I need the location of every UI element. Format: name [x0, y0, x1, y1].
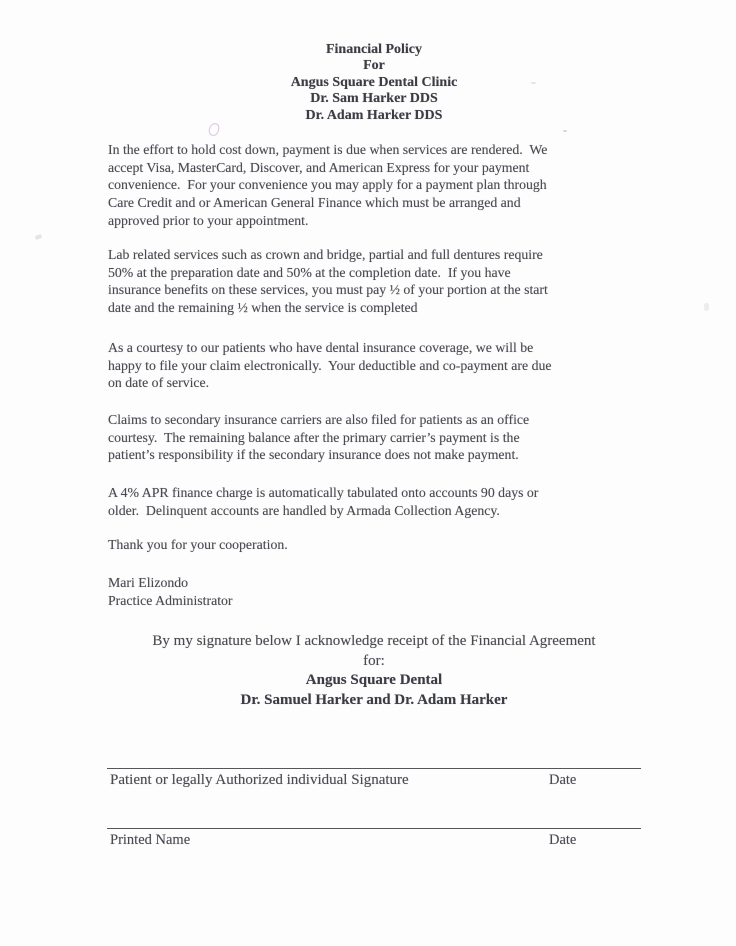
- clinic-name: Angus Square Dental Clinic: [290, 74, 458, 90]
- text-line: accept Visa, MasterCard, Discover, and American Express for your payment: [108, 159, 530, 175]
- doctor-name-2: Dr. Adam Harker DDS: [305, 107, 443, 123]
- scan-speck: [563, 130, 567, 132]
- text-line: patient’s responsibility if the secondary insurance does not make payment.: [108, 447, 519, 463]
- text-line: 50% at the preparation date and 50% at the completion date. If you have: [108, 264, 511, 280]
- signature-line: [107, 768, 641, 769]
- paragraph-finance-charge: [108, 484, 660, 519]
- closing-line: [108, 536, 660, 554]
- text-line: convenience. For your convenience you may apply for a payment plan through: [108, 177, 547, 193]
- text-line: date and the remaining ½ when the service is completed: [108, 300, 418, 316]
- scan-speck: [704, 303, 709, 311]
- administrator-title: Practice Administrator: [108, 592, 233, 608]
- doctor-name-1: Dr. Sam Harker DDS: [310, 91, 438, 107]
- text-line: Care Credit and or American General Finance which must be arranged and: [108, 195, 521, 211]
- date-label: Date: [549, 772, 577, 788]
- text-line: happy to file your claim electronically. Your deductible and co-payment are due: [108, 357, 552, 373]
- printed-name-line: [107, 828, 641, 829]
- date-label: Date: [549, 832, 577, 848]
- signoff-block: [108, 574, 660, 609]
- text-line: In the effort to hold cost down, payment is due when services are rendered. We: [108, 142, 548, 157]
- document-title-block: [108, 42, 640, 124]
- title-line-for: For: [363, 58, 385, 74]
- text-line: As a courtesy to our patients who have dental insurance coverage, we will be: [108, 340, 534, 355]
- text-line: older. Delinquent accounts are handled by Armada Collection Agency.: [108, 502, 500, 518]
- acknowledgment-block: [70, 632, 678, 710]
- acknowledgment-statement: By my signature below I acknowledge receipt of the Financial Agreement: [152, 633, 596, 649]
- paragraph-secondary-insurance: [108, 411, 660, 464]
- text-line: A 4% APR finance charge is automatically tabulated onto accounts 90 days or: [108, 485, 539, 500]
- paragraph-insurance-filing: [108, 339, 660, 392]
- paragraph-payment-policy: [108, 141, 660, 230]
- pen-mark-artifact: [208, 122, 221, 137]
- scan-speck: [531, 82, 536, 84]
- printed-name-label: Printed Name: [110, 832, 191, 848]
- paragraph-lab-services: [108, 246, 660, 317]
- text-line: Lab related services such as crown and bridge, partial and full dentures require: [108, 247, 543, 262]
- text-line: approved prior to your appointment.: [108, 212, 309, 228]
- scan-speck: [35, 234, 43, 240]
- document-title: Financial Policy: [325, 42, 423, 57]
- acknowledgment-clinic-name: Angus Square Dental: [305, 672, 443, 689]
- text-line: insurance benefits on these services, you must pay ½ of your portion at the start: [108, 282, 548, 298]
- text-line: Claims to secondary insurance carriers are also filed for patients as an office: [108, 412, 530, 427]
- text-line: courtesy. The remaining balance after the primary carrier’s payment is the: [108, 429, 520, 445]
- text-line: Thank you for your cooperation.: [108, 537, 288, 552]
- administrator-name: Mari Elizondo: [108, 575, 189, 590]
- acknowledgment-for: for:: [363, 652, 385, 669]
- signature-label: Patient or legally Authorized individual Signature: [110, 772, 409, 788]
- text-line: on date of service.: [108, 375, 210, 391]
- acknowledgment-doctors: Dr. Samuel Harker and Dr. Adam Harker: [240, 691, 508, 708]
